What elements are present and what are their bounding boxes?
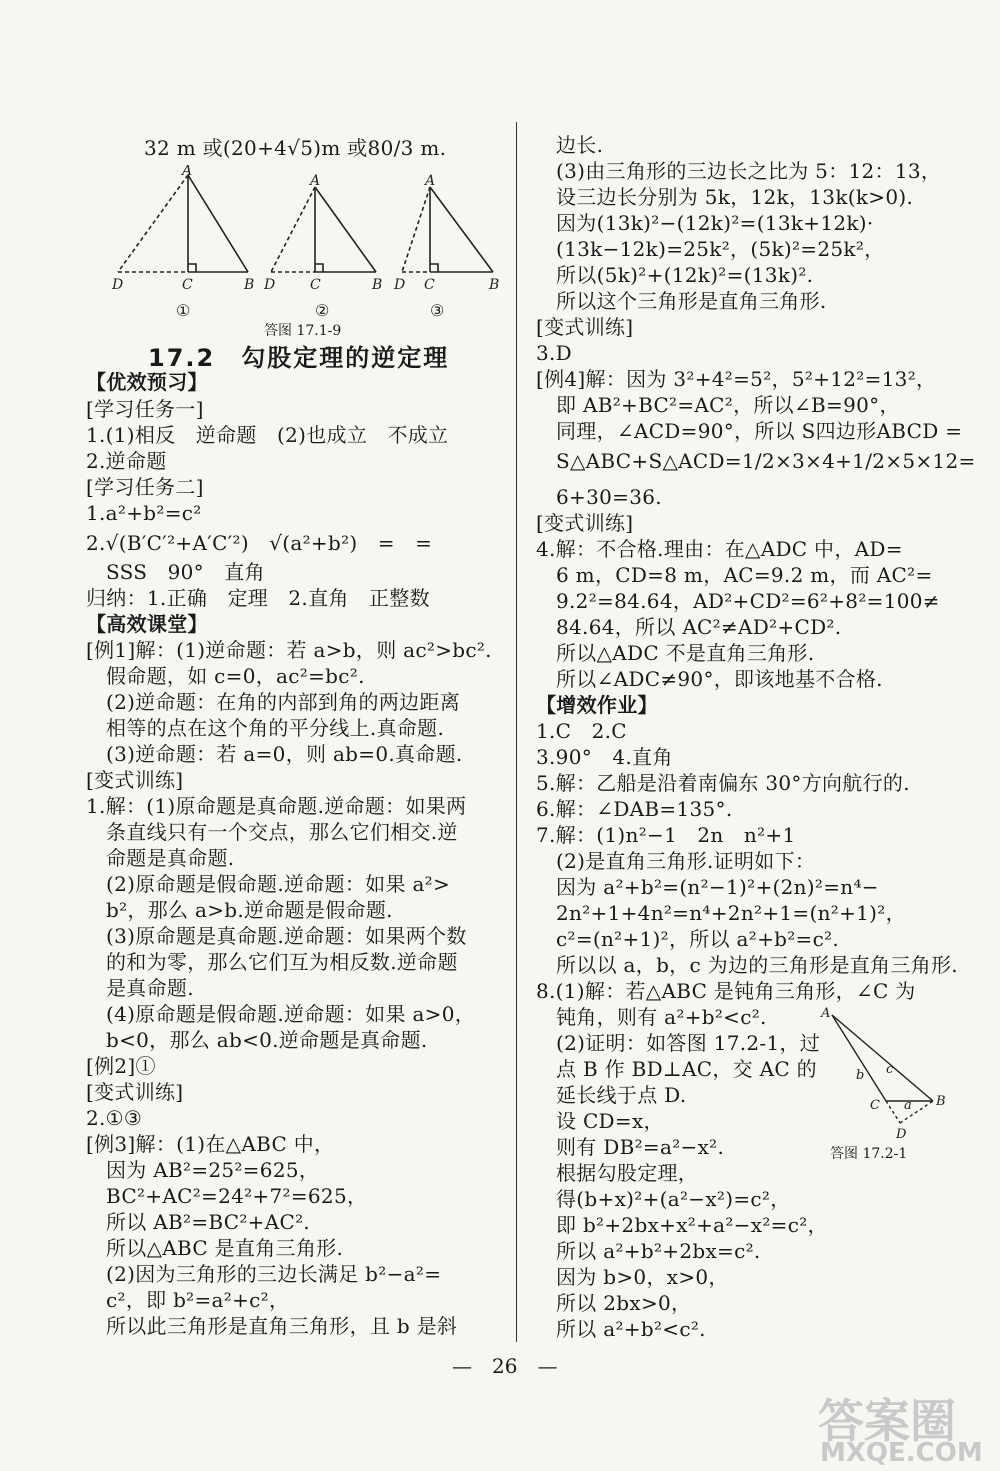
- right-line: 6 m，CD=8 m，AC=9.2 m，而 AC²=: [556, 563, 933, 587]
- left-line: 所以 AB²=BC²+AC².: [106, 1210, 311, 1234]
- right-line: 则有 DB²=a²−x².: [556, 1135, 725, 1159]
- left-line: [例3]解：(1)在△ABC 中，: [86, 1132, 335, 1156]
- right-line: 所以 2bx>0，: [556, 1291, 692, 1315]
- fig1-label-d: D: [112, 277, 124, 293]
- left-line: c²，即 b²=a²+c²，: [106, 1288, 290, 1312]
- right-line: 9.2²=84.64，AD²+CD²=6²+8²=100≠: [556, 589, 940, 613]
- fig2-label-d: D: [264, 277, 276, 293]
- right-line: [变式训练]: [536, 511, 634, 535]
- right-line: 设 CD=x，: [556, 1109, 664, 1133]
- right-line: 所以这个三角形是直角三角形.: [556, 289, 827, 313]
- right-line: 所以(5k)²+(12k)²=(13k)².: [556, 263, 814, 287]
- figure-17-2-1: [818, 1005, 948, 1140]
- right-line: (2)证明：如答图 17.2-1，过: [556, 1031, 821, 1055]
- left-line: 1.(1)相反 逆命题 (2)也成立 不成立: [86, 423, 449, 447]
- left-line: 假命题，如 c=0，ac²=bc².: [106, 664, 365, 688]
- right-line: (13k−12k)=25k²，(5k)²=25k²，: [556, 237, 885, 261]
- fig4-label-b: B: [936, 1094, 946, 1109]
- section-title: 17.2 勾股定理的逆定理: [148, 344, 450, 372]
- left-line: 相等的点在这个角的平分线上.真命题.: [106, 716, 445, 740]
- right-line: 延长线于点 D.: [556, 1083, 687, 1107]
- right-line: 6+30=36.: [556, 485, 662, 509]
- left-line: 32 m 或(20+4√5)m 或80/3 m.: [144, 136, 447, 160]
- left-line: 1.解：(1)原命题是真命题.逆命题：如果两: [86, 794, 467, 818]
- fig1-label-a: A: [182, 165, 193, 179]
- right-line: 点 B 作 BD⊥AC，交 AC 的: [556, 1057, 817, 1081]
- left-line: [学习任务一]: [86, 397, 204, 421]
- left-line: (4)原命题是假命题.逆命题：如果 a>0，: [106, 1002, 476, 1026]
- right-line: 因为 b>0，x>0，: [556, 1265, 729, 1289]
- figure-caption-17-1-9: 答图 17.1-9: [264, 323, 342, 339]
- figure-17-1-9: [108, 165, 508, 300]
- left-line: (2)逆命题：在角的内部到角的两边距离: [106, 690, 461, 714]
- right-line: 1.C 2.C: [536, 719, 627, 743]
- fig3-label-b: B: [489, 277, 500, 293]
- left-line: 2.逆命题: [86, 449, 167, 473]
- right-line: 8.(1)解：若△ABC 是钝角三角形，∠C 为: [536, 979, 916, 1003]
- fig2-label-c: C: [310, 277, 321, 293]
- right-line: 3.D: [536, 341, 573, 365]
- right-line: 因为(13k)²−(12k)²=(13k+12k)·: [556, 211, 874, 235]
- left-line: [学习任务二]: [86, 475, 204, 499]
- left-line: [例2]①: [86, 1054, 156, 1078]
- left-line: 是真命题.: [106, 976, 194, 1000]
- right-line: [例4]解：因为 3²+4²=5²，5²+12²=13²，: [536, 367, 937, 391]
- right-line: 4.解：不合格.理由：在△ADC 中，AD=: [536, 537, 903, 561]
- fig2-label-a: A: [310, 173, 321, 189]
- right-line: 6.解：∠DAB=135°.: [536, 797, 733, 821]
- fig4-label-a-side: a: [904, 1098, 912, 1113]
- left-line: 【优效预习】: [86, 370, 208, 394]
- right-line: 5.解：乙船是沿着南偏东 30°方向航行的.: [536, 771, 910, 795]
- right-line: [变式训练]: [536, 315, 634, 339]
- left-line: 命题是真命题.: [106, 846, 235, 870]
- right-line: 即 AB²+BC²=AC²，所以∠B=90°，: [556, 393, 900, 417]
- right-line: (3)由三角形的三边长之比为 5：12：13，: [556, 159, 942, 183]
- right-line: 7.解：(1)n²−1 2n n²+1: [536, 823, 796, 847]
- right-line: 同理，∠ACD=90°，所以 S四边形ABCD =: [556, 419, 963, 443]
- figure-caption-17-2-1: 答图 17.2-1: [830, 1146, 908, 1162]
- left-line: [变式训练]: [86, 768, 184, 792]
- right-line: 因为 a²+b²=(n²−1)²+(2n)²=n⁴−: [556, 875, 879, 899]
- right-line: 所以△ADC 不是直角三角形.: [556, 641, 815, 665]
- fig2-label-b: B: [372, 277, 383, 293]
- watermark-logo: 答案圈: [818, 1394, 956, 1448]
- right-line: 根据勾股定理，: [556, 1161, 699, 1185]
- fig4-label-c: C: [870, 1098, 880, 1113]
- left-line: (2)因为三角形的三边长满足 b²−a²=: [106, 1262, 442, 1286]
- right-line: 所以以 a，b，c 为边的三角形是直角三角形.: [556, 953, 958, 977]
- left-line: BC²+AC²=24²+7²=625，: [106, 1184, 368, 1208]
- right-line: 所以 a²+b²<c².: [556, 1317, 706, 1341]
- left-line: b<0，那么 ab<0.逆命题是真命题.: [106, 1028, 428, 1052]
- fig1-label-b: B: [244, 277, 255, 293]
- left-line: (3)逆命题：若 a=0，则 ab=0.真命题.: [106, 742, 463, 766]
- circle-three: ③: [430, 301, 445, 320]
- right-line: 84.64，所以 AC²≠AD²+CD².: [556, 615, 842, 639]
- left-line: 1.a²+b²=c²: [86, 501, 202, 525]
- fig1-label-c: C: [182, 277, 193, 293]
- left-line: 所以此三角形是直角三角形，且 b 是斜: [106, 1314, 458, 1338]
- left-line: 因为 AB²=25²=625，: [106, 1158, 320, 1182]
- circle-one: ①: [176, 301, 191, 320]
- left-line: 2.√(B′C′²+A′C′²) √(a²+b²) = =: [86, 531, 433, 555]
- fig3-label-d: D: [394, 277, 406, 293]
- right-line: 2n²+1+4n²=n⁴+2n²+1=(n²+1)²，: [556, 901, 906, 925]
- watermark-url: MXQE.COM: [820, 1438, 983, 1468]
- page-number: — 26 —: [452, 1354, 558, 1378]
- right-line: 边长.: [556, 133, 604, 157]
- left-line: 所以△ABC 是直角三角形.: [106, 1236, 344, 1260]
- left-line: 2.①③: [86, 1106, 143, 1130]
- left-line: (2)原命题是假命题.逆命题：如果 a²>: [106, 872, 451, 896]
- left-line: SSS 90° 直角: [106, 560, 265, 584]
- right-line: c²=(n²+1)²，所以 a²+b²=c².: [556, 927, 840, 951]
- right-line: 【增效作业】: [536, 693, 658, 717]
- left-line: [变式训练]: [86, 1080, 184, 1104]
- fig4-label-b-side: b: [856, 1068, 865, 1083]
- right-line: (2)是直角三角形.证明如下：: [556, 849, 816, 873]
- right-line: 所以∠ADC≠90°，即该地基不合格.: [556, 667, 883, 691]
- right-line: S△ABC+S△ACD=1/2×3×4+1/2×5×12=: [556, 449, 976, 473]
- right-line: 即 b²+2bx+x²+a²−x²=c²，: [556, 1213, 828, 1237]
- fig4-label-c-side: c: [886, 1062, 894, 1077]
- right-line: 3.90° 4.直角: [536, 745, 673, 769]
- circle-two: ②: [315, 301, 330, 320]
- right-line: 所以 a²+b²+2bx=c².: [556, 1239, 761, 1263]
- column-divider: [516, 122, 517, 1342]
- left-line: 归纳：1.正确 定理 2.直角 正整数: [86, 586, 430, 610]
- fig4-label-a: A: [821, 1006, 831, 1021]
- fig3-label-c: C: [424, 277, 435, 293]
- fig4-label-d: D: [896, 1127, 907, 1140]
- left-line: b²，那么 a>b.逆命题是假命题.: [106, 898, 393, 922]
- right-line: 得(b+x)²+(a²−x²)=c²，: [556, 1187, 791, 1211]
- left-line: [例1]解：(1)逆命题：若 a>b，则 ac²>bc².: [86, 638, 492, 662]
- fig3-label-a: A: [425, 173, 436, 189]
- right-line: 钝角，则有 a²+b²<c².: [556, 1005, 767, 1029]
- right-line: 设三边长分别为 5k，12k，13k(k>0).: [556, 185, 914, 209]
- left-line: 【高效课堂】: [86, 612, 208, 636]
- left-line: (3)原命题是真命题.逆命题：如果两个数: [106, 924, 467, 948]
- left-line: 的和为零，那么它们互为相反数.逆命题: [106, 950, 458, 974]
- left-line: 条直线只有一个交点，那么它们相交.逆: [106, 820, 458, 844]
